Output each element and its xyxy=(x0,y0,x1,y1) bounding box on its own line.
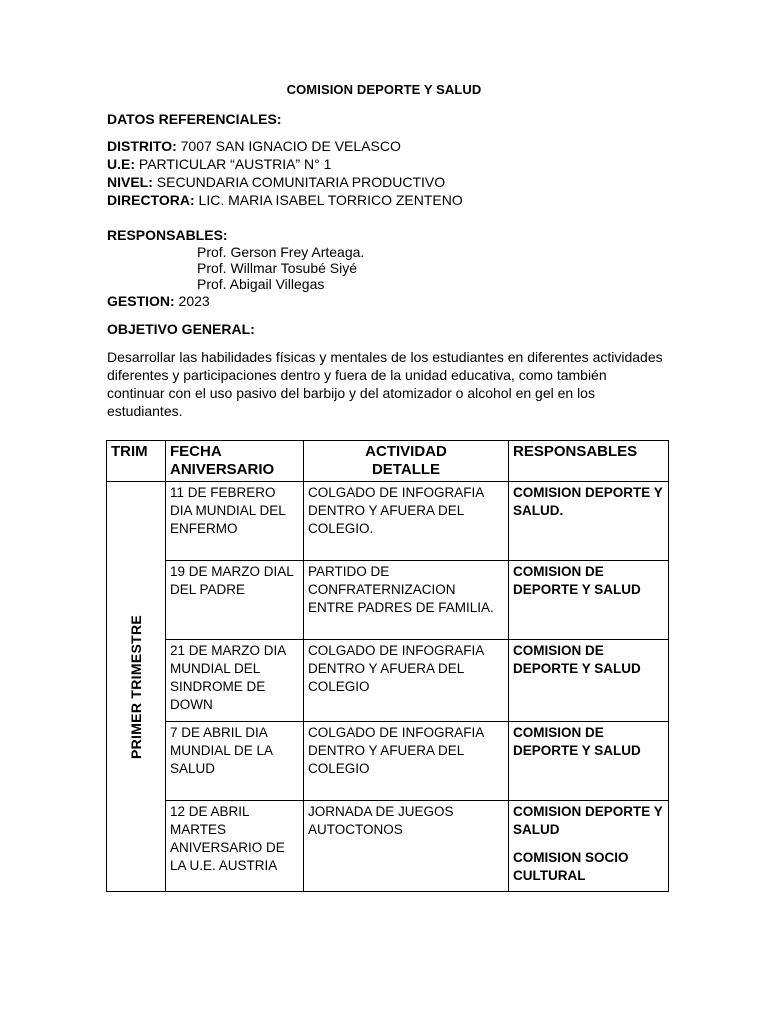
fecha-cell: 7 DE ABRIL DIA MUNDIAL DE LA SALUD xyxy=(166,722,304,801)
table-row xyxy=(107,482,669,561)
datos-heading: DATOS REFERENCIALES: xyxy=(107,111,282,127)
header-actividad-line1: ACTIVIDAD xyxy=(365,443,447,460)
fecha-cell: 21 DE MARZO DIA MUNDIAL DEL SINDROME DE DOWN xyxy=(166,640,304,722)
field-label: NIVEL: xyxy=(107,174,153,190)
header-actividad-line2: DETALLE xyxy=(371,461,441,478)
header-fecha xyxy=(166,441,304,482)
header-fecha-line2: ANIVERSARIO xyxy=(170,461,275,478)
actividad-cell: COLGADO DE INFOGRAFIA DENTRO Y AFUERA DEL COLEGIO. xyxy=(304,482,509,561)
responsable-text: COMISION DEPORTE Y SALUD. xyxy=(513,485,663,518)
table-row xyxy=(107,640,669,722)
field-gestion xyxy=(107,293,210,309)
objetivo-text: Desarrollar las habilidades físicas y mentales de los estudiantes en diferentes actividades diferentes y participaciones dentro y fuera de la unidad educativa, como también continuar con el uso pasivo del barbijo y del atomizador o alcohol en gel en los estudiantes. xyxy=(107,349,663,419)
field-value: SECUNDARIA COMUNITARIA PRODUCTIVO xyxy=(152,174,446,190)
header-responsables: RESPONSABLES xyxy=(509,441,669,482)
field-label: DIRECTORA: xyxy=(107,192,195,208)
responsables-heading: RESPONSABLES: xyxy=(107,227,228,243)
responsable-text: COMISION DE DEPORTE Y SALUD xyxy=(513,725,641,758)
trimestre-label: PRIMER TRIMESTRE xyxy=(128,614,144,759)
responsable-text: COMISION DEPORTE Y SALUD xyxy=(513,804,663,837)
trimestre-cell xyxy=(107,482,166,892)
table-row xyxy=(107,561,669,640)
table-header-row xyxy=(107,441,669,482)
responsable-name: Prof. Abigail Villegas xyxy=(197,276,325,292)
field-directora xyxy=(107,192,463,208)
field-ue xyxy=(107,156,331,172)
fecha-cell: 12 DE ABRIL MARTES ANIVERSARIO DE LA U.E. AUSTRIA xyxy=(166,801,304,892)
responsable-name: Prof. Gerson Frey Arteaga. xyxy=(197,244,365,260)
objetivo-heading: OBJETIVO GENERAL: xyxy=(107,321,255,337)
field-label: U.E: xyxy=(107,156,135,172)
responsable-cell xyxy=(509,640,669,722)
responsable-cell xyxy=(509,722,669,801)
responsable-text: COMISION DE DEPORTE Y SALUD xyxy=(513,564,641,597)
fecha-cell: 19 DE MARZO DIAL DEL PADRE xyxy=(166,561,304,640)
header-actividad xyxy=(304,441,509,482)
responsable-cell xyxy=(509,801,669,892)
page-title: COMISION DEPORTE Y SALUD xyxy=(286,82,482,97)
responsable-cell xyxy=(509,482,669,561)
field-value: LIC. MARIA ISABEL TORRICO ZENTENO xyxy=(194,192,463,208)
table-row xyxy=(107,722,669,801)
field-distrito xyxy=(107,138,401,154)
field-label: GESTION: xyxy=(107,293,175,309)
field-value: 7007 SAN IGNACIO DE VELASCO xyxy=(176,138,401,154)
field-value: 2023 xyxy=(174,293,210,309)
responsable-text-secondary: COMISION SOCIO CULTURAL xyxy=(513,850,629,883)
header-fecha-line1: FECHA xyxy=(170,443,222,460)
activities-table xyxy=(106,440,669,892)
table-row xyxy=(107,801,669,892)
fecha-cell: 11 DE FEBRERO DIA MUNDIAL DEL ENFERMO xyxy=(166,482,304,561)
field-value: PARTICULAR “AUSTRIA” N° 1 xyxy=(135,156,332,172)
actividad-cell: JORNADA DE JUEGOS AUTOCTONOS xyxy=(304,801,509,892)
actividad-cell: COLGADO DE INFOGRAFIA DENTRO Y AFUERA DEL COLEGIO xyxy=(304,722,509,801)
responsable-text: COMISION DE DEPORTE Y SALUD xyxy=(513,643,641,676)
actividad-cell: PARTIDO DE CONFRATERNIZACION ENTRE PADRES DE FAMILIA. xyxy=(304,561,509,640)
responsables-list xyxy=(197,244,364,292)
field-label: DISTRITO: xyxy=(107,138,177,154)
responsable-name: Prof. Willmar Tosubé Siyé xyxy=(197,260,358,276)
field-nivel xyxy=(107,174,445,190)
header-trim: TRIM xyxy=(107,441,166,482)
responsable-cell xyxy=(509,561,669,640)
actividad-cell: COLGADO DE INFOGRAFIA DENTRO Y AFUERA DEL COLEGIO xyxy=(304,640,509,722)
